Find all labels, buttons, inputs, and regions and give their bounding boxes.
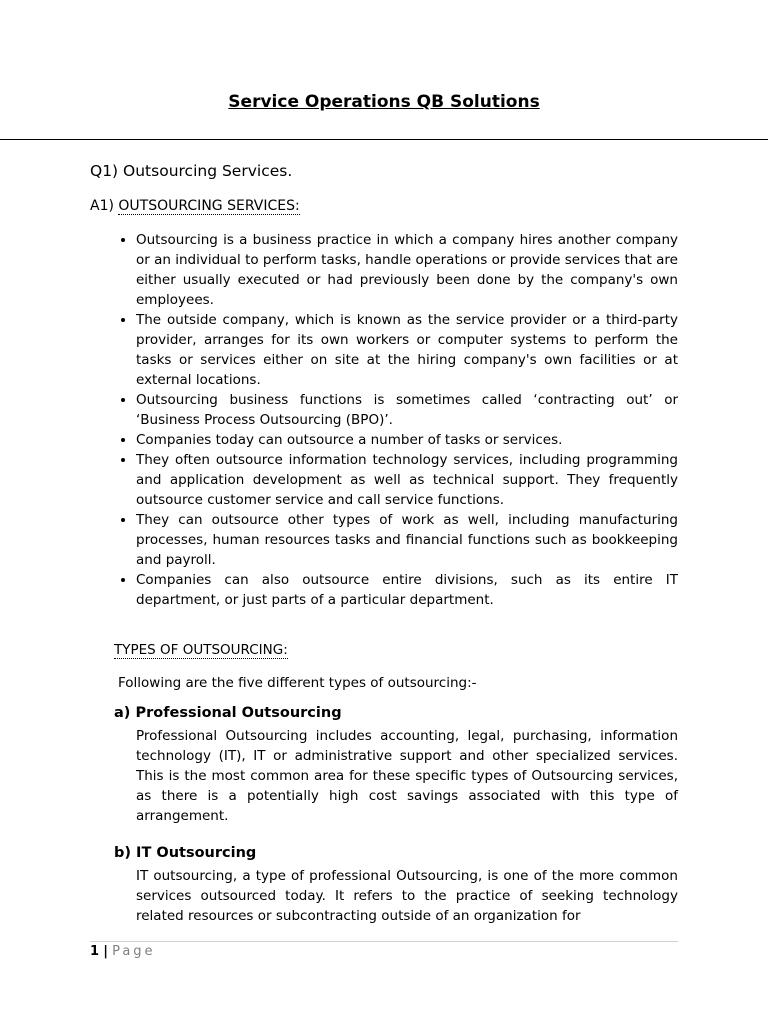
page-footer [90, 944, 156, 959]
page-number: 1 [90, 944, 100, 959]
section-text-professional: Professional Outsourcing includes accounting, legal, purchasing, information technology (IT), IT or administrative support and other specialized services. This is the most common area for these specific types of Outsourcing services, as there is a potentially high cost savings associated with this type of arrangement. [136, 728, 678, 824]
answer-heading [90, 198, 300, 214]
page-separator: | [103, 944, 108, 959]
bullet-item: • Companies can also outsource entire divisions, such as its entire IT department, or just parts of a particular department. [136, 570, 678, 610]
types-heading-text: TYPES OF OUTSOURCING: [114, 642, 288, 658]
document-title: Service Operations QB Solutions [228, 92, 540, 112]
question-heading: Q1) Outsourcing Services. [90, 162, 293, 180]
bullet-item: • Outsourcing is a business practice in which a company hires another company or an individual to perform tasks, handle operations or provide services that are either usually executed or had previously been done by the company's own employees. [136, 230, 678, 310]
bullet-item: • Companies today can outsource a number of tasks or services. [136, 430, 678, 450]
outsourcing-bullet-list [90, 230, 678, 610]
answer-heading-text: OUTSOURCING SERVICES: [118, 198, 300, 214]
bullet-item: • They can outsource other types of work as well, including manufacturing processes, human resources tasks and financial functions such as bookkeeping and payroll. [136, 510, 678, 570]
bullet-item: • Outsourcing business functions is sometimes called ‘contracting out’ or ‘Business Process Outsourcing (BPO)’. [136, 390, 678, 430]
answer-prefix: A1) [90, 198, 119, 214]
header-rule [0, 139, 768, 140]
section-heading-it: b) IT Outsourcing [114, 845, 257, 861]
page-label: Page [112, 944, 156, 959]
bullet-item: • The outside company, which is known as the service provider or a third-party provider, arranges for its own workers or computer systems to perform the tasks or services either on site at the hiring company's own facilities or at external locations. [136, 310, 678, 390]
footer-rule [90, 941, 678, 942]
bullet-item: • They often outsource information technology services, including programming and application development as well as technical support. They frequently outsource customer service and call service functions. [136, 450, 678, 510]
section-heading-professional: a) Professional Outsourcing [114, 705, 342, 721]
types-heading [114, 642, 288, 658]
types-intro: Following are the five different types of outsourcing:- [118, 675, 477, 691]
section-text-it: IT outsourcing, a type of professional Outsourcing, is one of the more common services outsourced today. It refers to the practice of seeking technology related resources or subcontracting outside of an organization for [136, 868, 678, 924]
